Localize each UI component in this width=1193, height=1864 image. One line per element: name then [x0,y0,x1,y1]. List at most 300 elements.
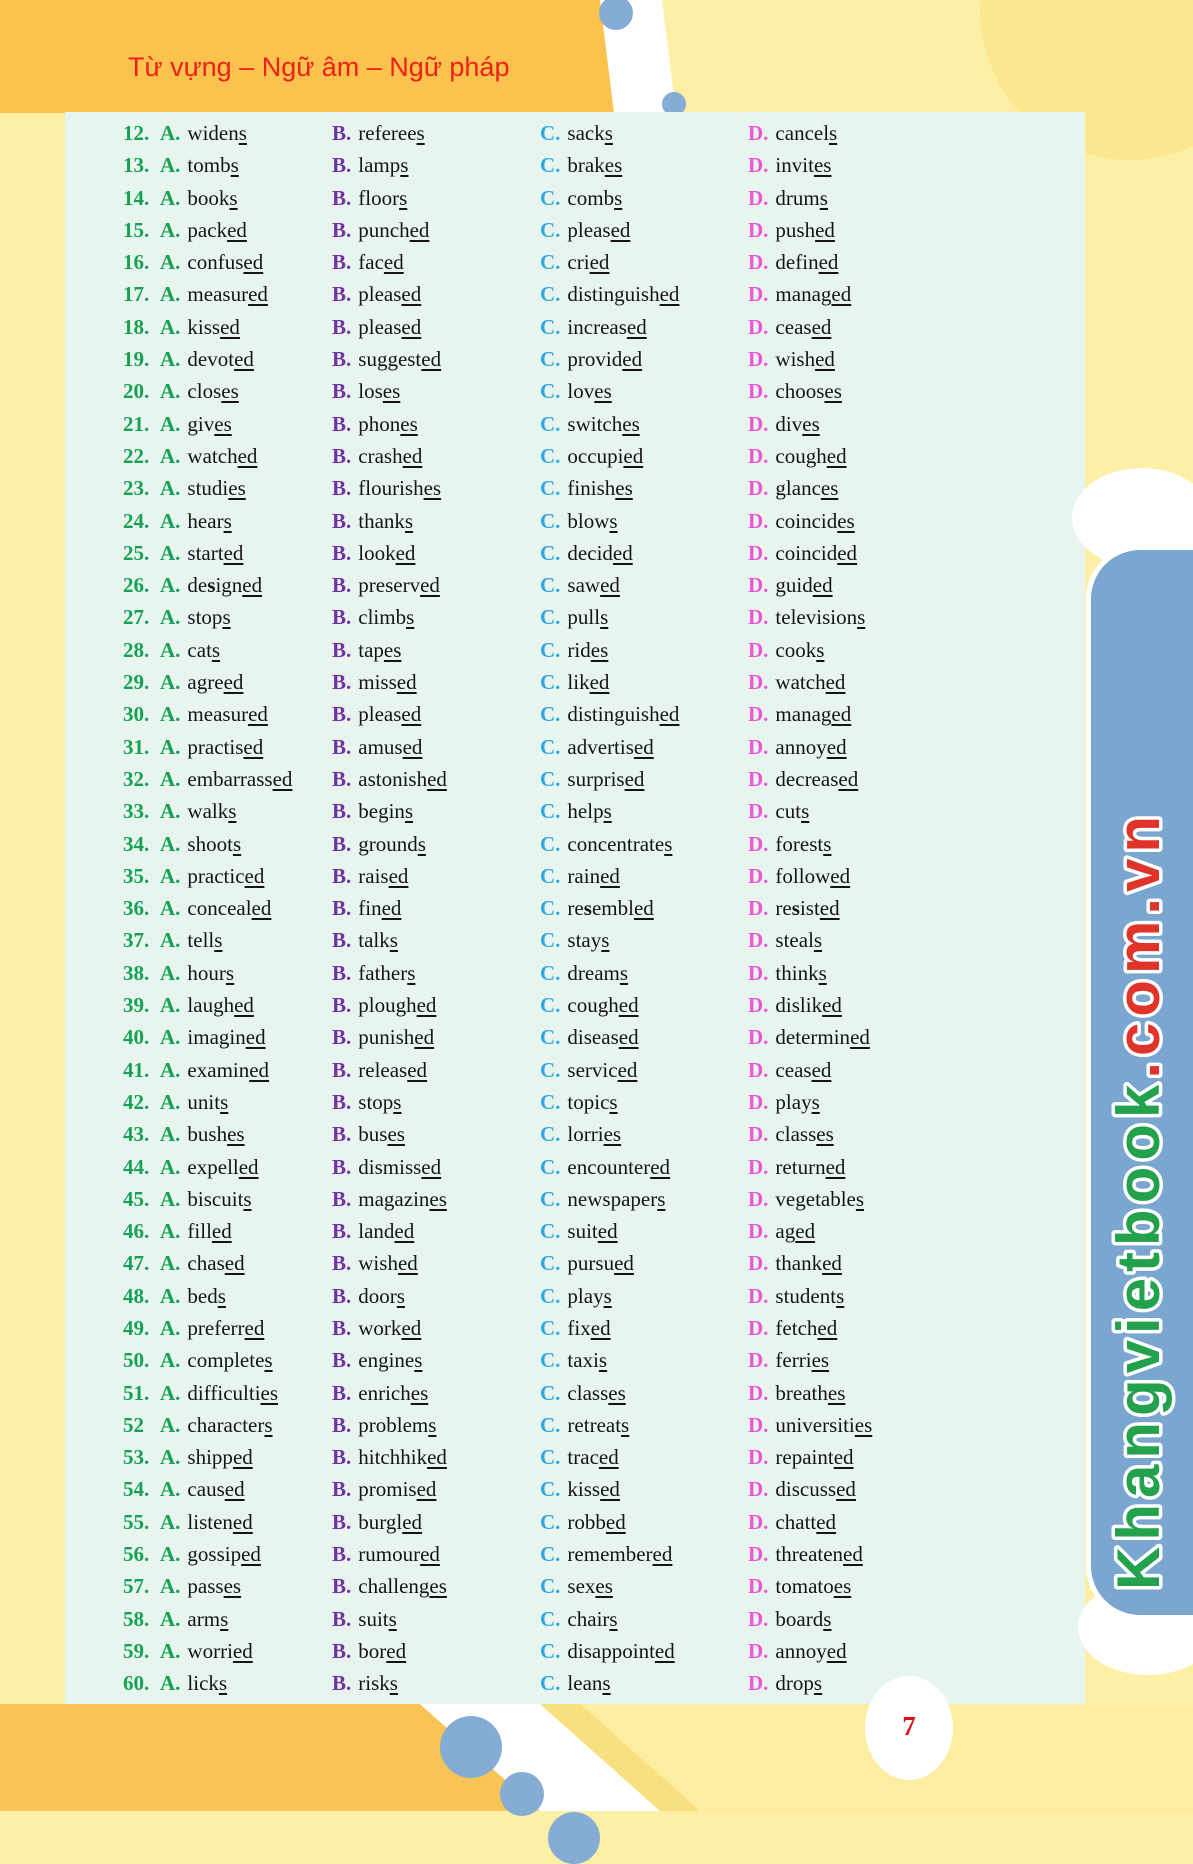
option-c [540,311,647,343]
question-row [65,957,1085,989]
option-word: televisions [775,605,866,630]
option-label: D. [748,217,769,242]
option-label: A. [160,185,181,210]
option-label: A. [160,896,181,921]
question-row [65,1506,1085,1538]
option-d [748,860,850,892]
option-b [332,1312,421,1344]
option-c [540,989,639,1021]
option-word: managed [775,282,852,307]
option-label: D. [748,928,769,953]
option-b [332,117,425,149]
option-d [748,1377,845,1409]
option-a [160,472,246,504]
option-c [540,214,630,246]
option-label: C. [540,928,561,953]
option-b [332,1021,434,1053]
option-b [332,1667,398,1699]
option-word: remembered [567,1542,673,1567]
question-row [65,246,1085,278]
question-number: 47. [123,1251,150,1276]
svg-text:Khangvietbook.com.vn [1105,810,1172,1590]
option-label: C. [540,1089,561,1114]
option-word: encountered [567,1154,671,1179]
question-row [65,1473,1085,1505]
option-d [748,1280,844,1312]
option-label: B. [332,896,352,921]
option-label: D. [748,1186,769,1211]
option-label: D. [748,250,769,275]
option-c [540,1635,675,1667]
option-c [540,1570,613,1602]
option-label: A. [160,799,181,824]
option-c [540,924,609,956]
option-a [160,1635,253,1667]
option-word: resembled [567,896,654,921]
question-row [65,634,1085,666]
question-number: 23. [123,476,150,501]
option-word: classes [567,1380,626,1405]
question-number: 55. [123,1509,150,1534]
option-word: defined [775,250,839,275]
option-word: gossiped [187,1542,261,1567]
option-label: B. [332,508,352,533]
option-label: A. [160,928,181,953]
option-c [540,828,672,860]
question-number: 41. [123,1057,150,1082]
question-number: 21. [123,411,150,436]
option-a [160,1441,253,1473]
option-word: ferries [775,1348,830,1373]
option-word: amused [358,734,423,759]
option-label: B. [332,185,352,210]
option-word: kissed [187,314,240,339]
option-word: advertised [567,734,654,759]
option-word: bushes [187,1122,245,1147]
question-number: 51. [123,1380,150,1405]
option-label: D. [748,766,769,791]
option-b [332,1570,447,1602]
option-word: managed [775,702,852,727]
footer-blue-dot-2 [500,1772,544,1816]
option-label: B. [332,1122,352,1147]
option-word: breathes [775,1380,846,1405]
option-word: sexes [567,1574,613,1599]
option-label: C. [540,121,561,145]
question-row [65,795,1085,827]
question-number: 27. [123,605,150,630]
option-c [540,957,628,989]
option-label: B. [332,282,352,307]
option-label: D. [748,121,769,145]
option-label: C. [540,217,561,242]
option-word: talks [358,928,398,953]
option-label: D. [748,1089,769,1114]
option-d [748,731,847,763]
option-label: C. [540,1477,561,1502]
option-word: universities [775,1412,873,1437]
option-a [160,698,268,730]
option-a [160,1021,266,1053]
question-number: 39. [123,993,150,1018]
option-word: books [187,185,238,210]
option-label: C. [540,702,561,727]
option-word: thanks [358,508,414,533]
option-a [160,1603,228,1635]
option-a [160,278,268,310]
option-c [540,1086,618,1118]
option-b [332,1151,441,1183]
option-b [332,1280,405,1312]
option-word: dismissed [358,1154,442,1179]
option-label: B. [332,1638,352,1663]
option-label: B. [332,411,352,436]
option-c [540,472,633,504]
question-number: 15. [123,217,150,242]
page-number-oval [865,1676,953,1780]
option-word: plays [567,1283,612,1308]
option-word: serviced [567,1057,638,1082]
option-a [160,924,222,956]
option-word: pleased [567,217,631,242]
option-label: B. [332,766,352,791]
option-word: coughed [567,993,639,1018]
option-word: hears [187,508,232,533]
question-row [65,1570,1085,1602]
option-word: concentrates [567,831,673,856]
option-d [748,246,838,278]
question-row [65,1247,1085,1279]
question-number: 53. [123,1445,150,1470]
option-label: C. [540,250,561,275]
option-word: rumoured [358,1542,440,1567]
option-d [748,1473,856,1505]
option-label: D. [748,799,769,824]
option-c [540,375,612,407]
option-label: A. [160,411,181,436]
option-label: C. [540,637,561,662]
option-a [160,1280,226,1312]
option-b [332,1635,406,1667]
option-label: C. [540,1606,561,1631]
question-number: 20. [123,379,150,404]
option-label: C. [540,1348,561,1373]
option-a [160,505,232,537]
option-word: licks [187,1671,228,1696]
option-word: walks [187,799,237,824]
option-word: ceased [775,1057,832,1082]
option-a [160,311,240,343]
option-word: drops [775,1671,823,1696]
question-number: 56. [123,1542,150,1567]
option-c [540,1312,611,1344]
option-label: D. [748,1542,769,1567]
option-word: coincides [775,508,855,533]
option-label: C. [540,443,561,468]
option-c [540,1667,611,1699]
option-word: distinguished [567,282,680,307]
option-label: C. [540,1251,561,1276]
option-label: A. [160,1122,181,1147]
option-d [748,1506,836,1538]
option-c [540,763,644,795]
option-c [540,1441,619,1473]
option-word: gives [187,411,232,436]
option-c [540,440,643,472]
option-a [160,989,254,1021]
option-d [748,182,828,214]
option-c [540,1118,621,1150]
option-label: B. [332,153,352,178]
question-row [65,1409,1085,1441]
option-c [540,408,640,440]
page-footer [0,1704,1193,1811]
option-b [332,182,407,214]
option-word: tapes [358,637,402,662]
option-a [160,1570,241,1602]
option-label: B. [332,1186,352,1211]
option-label: C. [540,1412,561,1437]
option-label: A. [160,831,181,856]
option-word: hitchhiked [358,1445,447,1470]
option-label: A. [160,605,181,630]
option-d [748,1538,863,1570]
question-number: 29. [123,670,150,695]
option-label: A. [160,1380,181,1405]
option-b [332,698,421,730]
option-c [540,1021,639,1053]
option-word: forests [775,831,832,856]
option-d [748,1570,851,1602]
question-number: 26. [123,573,150,598]
option-word: pushed [775,217,835,242]
option-word: topics [567,1089,618,1114]
question-row [65,375,1085,407]
option-d [748,1054,831,1086]
option-a [160,892,271,924]
question-row [65,472,1085,504]
option-word: raised [358,863,409,888]
question-row [65,1635,1085,1667]
option-word: begins [358,799,414,824]
option-c [540,601,608,633]
option-label: D. [748,282,769,307]
option-label: A. [160,1219,181,1244]
option-word: astonished [358,766,447,791]
option-word: blows [567,508,618,533]
option-label: D. [748,1445,769,1470]
option-c [540,698,679,730]
question-number: 50. [123,1348,150,1373]
option-b [332,246,404,278]
option-word: wished [775,347,835,372]
question-number: 31. [123,734,150,759]
option-a [160,1247,245,1279]
option-label: A. [160,153,181,178]
option-word: resisted [775,896,840,921]
question-row [65,1054,1085,1086]
option-b [332,828,426,860]
option-word: rides [567,637,609,662]
option-label: A. [160,443,181,468]
option-word: problems [358,1412,437,1437]
page-title: Từ vựng – Ngữ âm – Ngữ pháp [128,52,510,82]
option-b [332,1538,440,1570]
option-a [160,343,254,375]
watermark-red-text: .com.vn [1105,809,1172,1079]
option-label: C. [540,1380,561,1405]
question-number: 35. [123,863,150,888]
option-word: classes [775,1122,834,1147]
option-word: vegetables [775,1186,865,1211]
option-label: D. [748,896,769,921]
option-word: released [358,1057,428,1082]
option-word: disliked [775,993,842,1018]
question-number: 30. [123,702,150,727]
option-word: pursued [567,1251,634,1276]
option-label: A. [160,314,181,339]
question-row [65,1215,1085,1247]
option-word: worked [358,1315,422,1340]
option-word: challenges [358,1574,447,1599]
option-label: D. [748,1283,769,1308]
option-d [748,763,858,795]
question-row [65,1312,1085,1344]
option-word: preferred [187,1315,265,1340]
option-label: A. [160,1638,181,1663]
option-label: A. [160,1057,181,1082]
option-b [332,375,400,407]
option-label: B. [332,1219,352,1244]
option-word: watched [775,670,846,695]
option-d [748,375,842,407]
option-word: missed [358,670,417,695]
option-label: C. [540,1445,561,1470]
option-label: C. [540,1509,561,1534]
option-label: C. [540,605,561,630]
option-label: A. [160,702,181,727]
option-word: beds [187,1283,226,1308]
option-word: provided [567,347,643,372]
question-row [65,1151,1085,1183]
option-label: A. [160,347,181,372]
option-word: boards [775,1606,832,1631]
option-word: annoyed [775,1638,847,1663]
option-d [748,1118,834,1150]
option-word: helps [567,799,612,824]
option-label: D. [748,637,769,662]
option-word: cooks [775,637,825,662]
option-word: designed [187,573,263,598]
option-d [748,214,835,246]
question-number: 52 [123,1412,144,1437]
option-c [540,1344,607,1376]
question-row [65,1183,1085,1215]
question-row [65,763,1085,795]
option-label: B. [332,1574,352,1599]
option-word: hours [187,960,235,985]
option-word: traced [567,1445,619,1470]
option-label: A. [160,734,181,759]
option-word: ploughed [358,993,437,1018]
option-a [160,731,263,763]
question-row [65,892,1085,924]
option-a [160,828,241,860]
option-word: liked [567,670,610,695]
option-c [540,569,620,601]
option-word: coincided [775,540,858,565]
option-word: stays [567,928,610,953]
option-a [160,1344,273,1376]
option-b [332,440,422,472]
option-word: measured [187,282,268,307]
option-c [540,1603,618,1635]
question-number: 18. [123,314,150,339]
option-word: packed [187,217,247,242]
option-word: threatened [775,1542,863,1567]
option-label: C. [540,831,561,856]
option-word: agreed [187,670,244,695]
option-word: occupied [567,443,644,468]
option-d [748,1344,829,1376]
option-word: ceased [775,314,832,339]
option-word: brakes [567,153,623,178]
option-word: suited [567,1219,618,1244]
option-word: suggested [358,347,442,372]
option-label: C. [540,799,561,824]
option-label: B. [332,217,352,242]
option-word: risks [358,1671,398,1696]
option-label: D. [748,1574,769,1599]
option-label: C. [540,1219,561,1244]
option-label: B. [332,1251,352,1276]
option-label: A. [160,1283,181,1308]
option-a [160,182,238,214]
option-word: punished [358,1025,435,1050]
question-number: 28. [123,637,150,662]
option-a [160,117,247,149]
option-word: crashed [358,443,423,468]
option-word: distinguished [567,702,680,727]
option-word: referees [358,121,425,145]
option-label: D. [748,670,769,695]
option-label: B. [332,1057,352,1082]
option-word: listened [187,1509,253,1534]
option-label: A. [160,766,181,791]
option-a [160,1667,227,1699]
option-label: B. [332,734,352,759]
option-a [160,569,262,601]
option-d [748,1183,864,1215]
option-word: annoyed [775,734,847,759]
option-b [332,149,408,181]
option-label: C. [540,766,561,791]
option-b [332,1215,414,1247]
option-word: imagined [187,1025,266,1050]
question-row [65,311,1085,343]
option-word: promised [358,1477,437,1502]
option-label: B. [332,121,352,145]
option-d [748,117,837,149]
option-word: floors [358,185,408,210]
option-label: A. [160,1186,181,1211]
option-b [332,1247,418,1279]
option-label: D. [748,314,769,339]
option-c [540,343,642,375]
question-row [65,989,1085,1021]
option-label: B. [332,347,352,372]
option-word: landed [358,1219,415,1244]
